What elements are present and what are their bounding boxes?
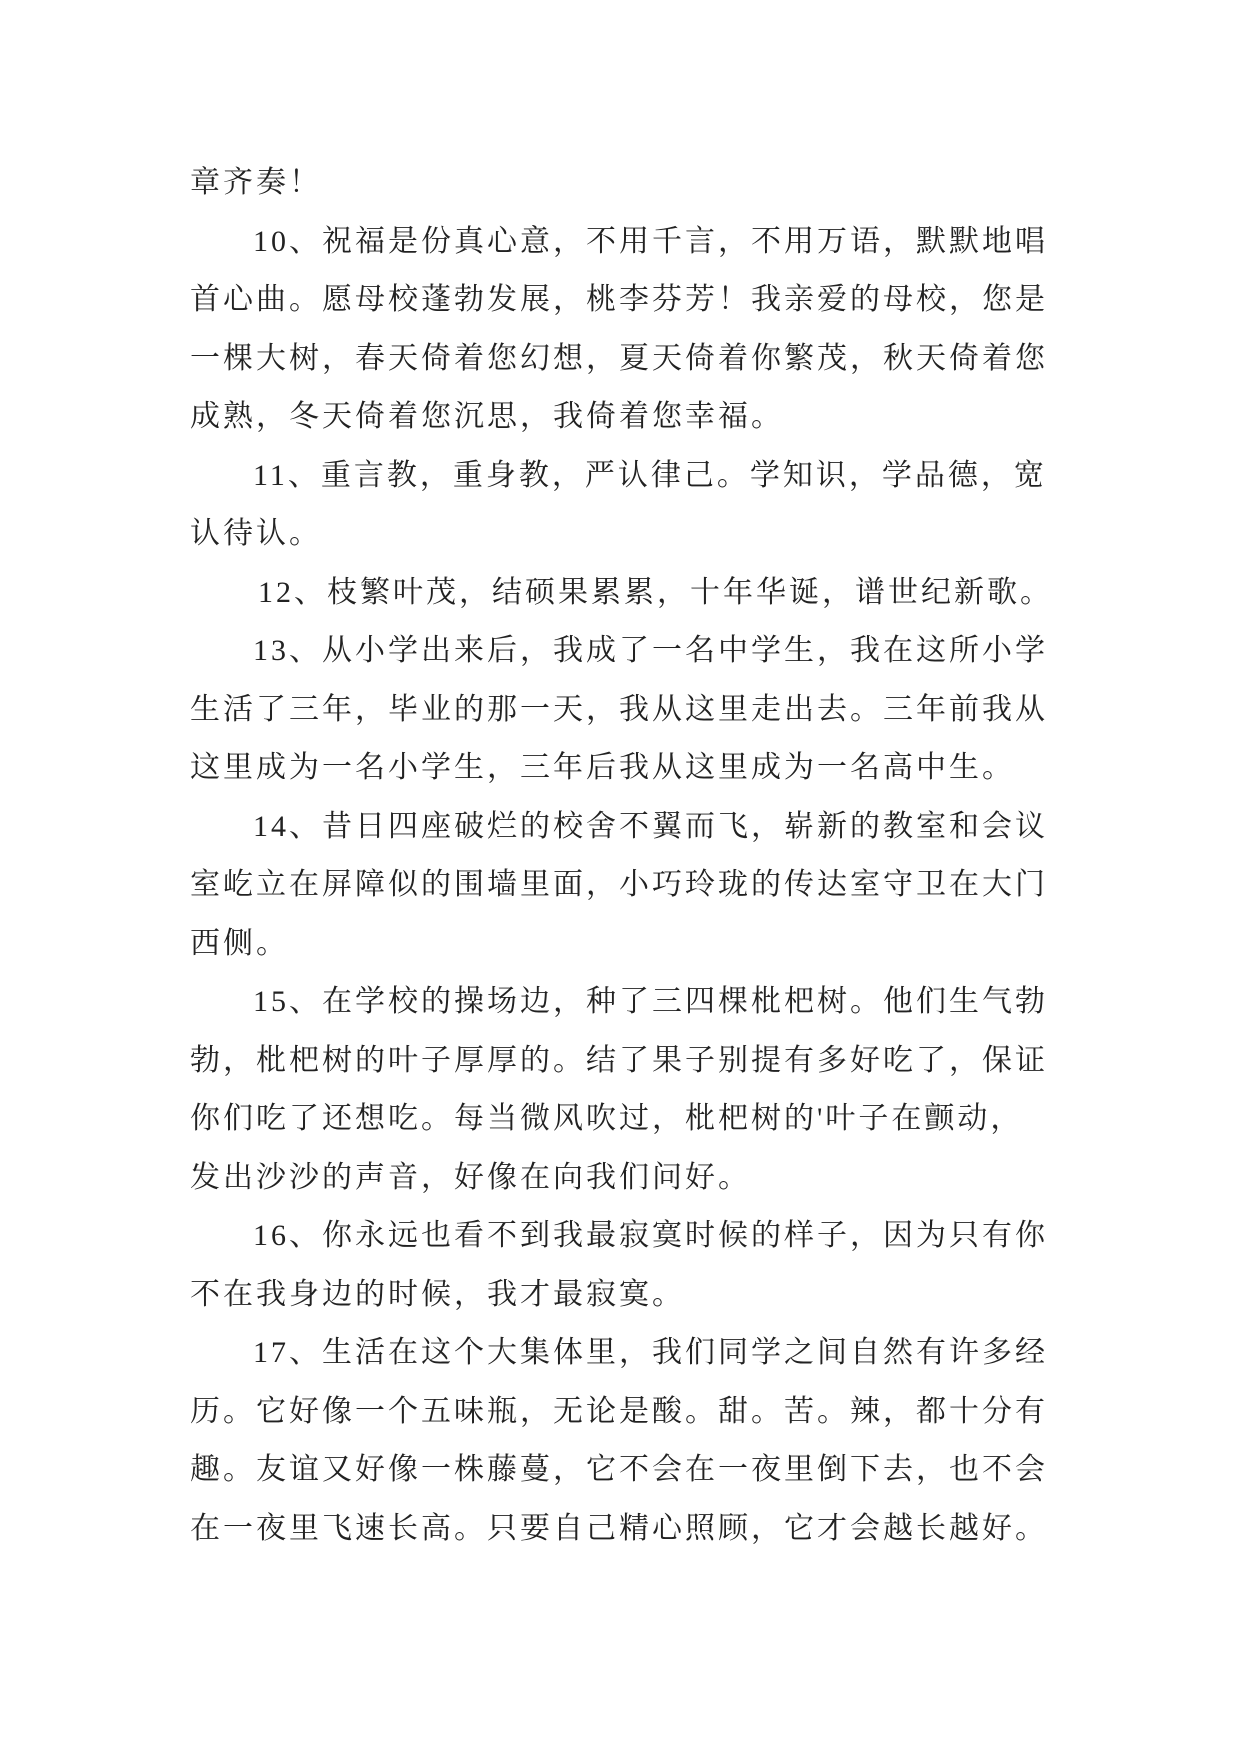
paragraph-14 [190,798,1070,974]
text-line: 章齐奏！ [190,166,322,199]
text-line: 勃，枇杷树的叶子厚厚的。结了果子别提有多好吃了，保证 [190,1043,1048,1077]
text-line: 发出沙沙的声音，好像在向我们问好。 [190,1160,751,1194]
text-line: 14、昔日四座破烂的校舍不翼而飞，崭新的教室和会议 [253,809,1048,843]
text-line: 你们吃了还想吃。每当微风吹过，枇杷树的'叶子在颤动， [190,1102,1024,1135]
text-line: 12、枝繁叶茂，结硕果累累，十年华诞，谱世纪新歌。 [258,575,1053,609]
text-line: 在一夜里飞速长高。只要自己精心照顾，它才会越长越好。 [190,1511,1048,1545]
text-line: 西侧。 [190,926,289,960]
text-line: 成熟，冬天倚着您沉思，我倚着您幸福。 [190,400,784,433]
text-line: 这里成为一名小学生，三年后我从这里成为一名高中生。 [190,751,1015,784]
text-line: 15、在学校的操场边，种了三四棵枇杷树。他们生气勃 [253,985,1048,1018]
text-line: 首心曲。愿母校蓬勃发展，桃李芬芳！我亲爱的母校，您是 [190,283,1048,316]
paragraph-13 [190,622,1070,798]
text-line: 一棵大树，春天倚着您幻想，夏天倚着你繁茂，秋天倚着您 [190,341,1048,375]
text-line: 13、从小学出来后，我成了一名中学生，我在这所小学 [253,634,1048,667]
text-line: 17、生活在这个大集体里，我们同学之间自然有许多经 [253,1336,1048,1369]
text-line: 历。它好像一个五味瓶，无论是酸。甜。苦。辣，都十分有 [190,1394,1048,1428]
text-line: 趣。友谊又好像一株藤蔓，它不会在一夜里倒下去，也不会 [190,1453,1048,1486]
text-line: 不在我身边的时候，我才最寂寞。 [190,1277,685,1311]
document-body [190,154,1070,1558]
paragraph-17 [190,1324,1070,1558]
text-line: 生活了三年，毕业的那一天，我从这里走出去。三年前我从 [190,692,1048,726]
text-line: 16、你永远也看不到我最寂寞时候的样子，因为只有你 [253,1219,1048,1252]
text-line: 10、祝福是份真心意，不用千言，不用万语，默默地唱 [253,224,1048,258]
paragraph-10 [190,213,1070,447]
paragraph-12 [190,564,1070,623]
paragraph-11 [190,447,1070,564]
text-line: 室屹立在屏障似的围墙里面，小巧玲珑的传达室守卫在大门 [190,868,1048,901]
paragraph-16 [190,1207,1070,1324]
text-line: 11、重言教，重身教，严认律己。学知识，学品德，宽 [253,458,1047,492]
paragraph-15 [190,973,1070,1207]
paragraph-continuation [190,154,1070,213]
text-line: 认待认。 [190,517,322,550]
